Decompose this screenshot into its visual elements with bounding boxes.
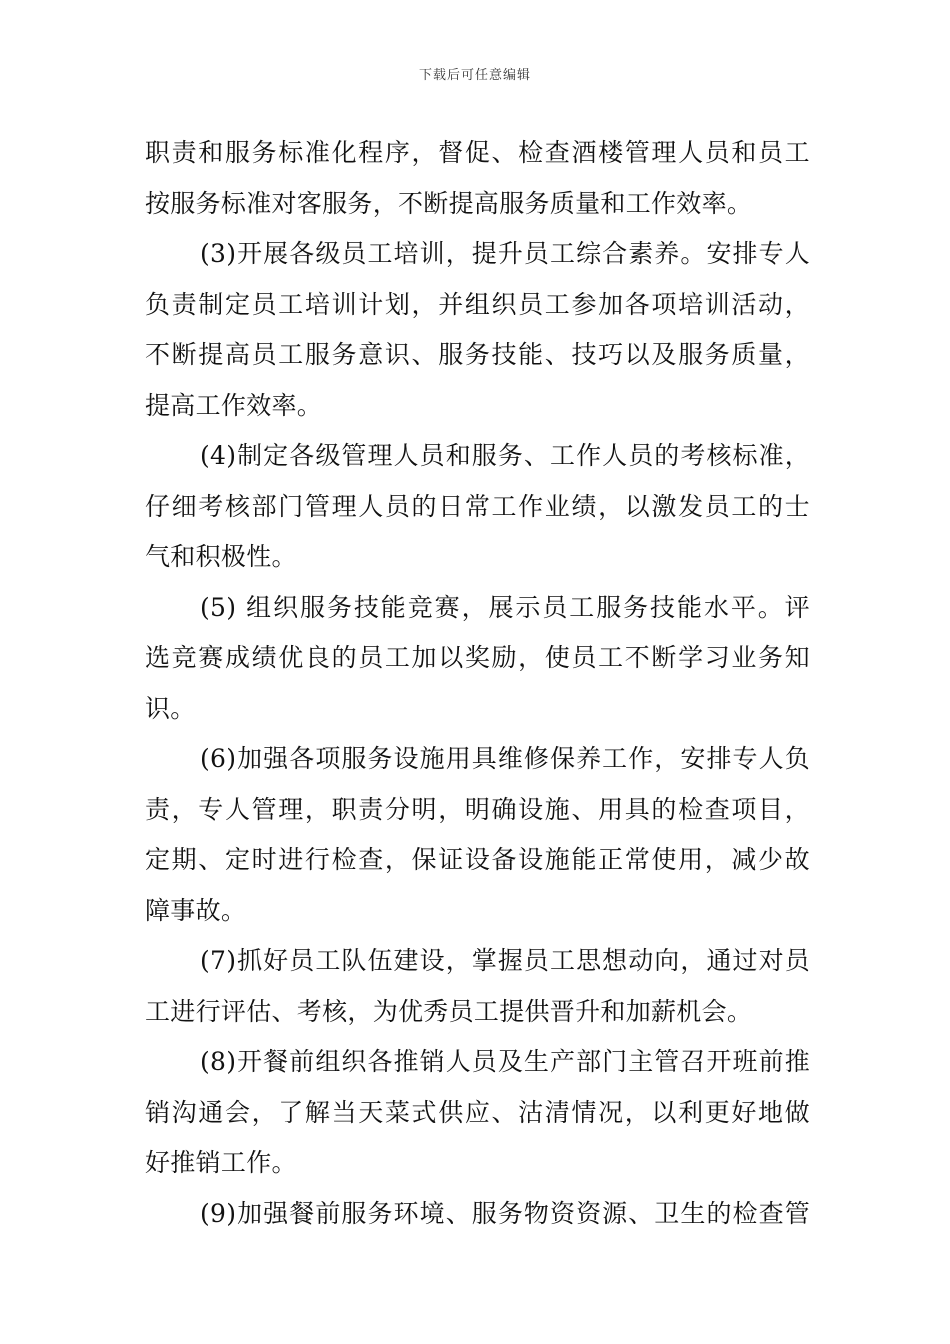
text-line: (6)加强各项服务设施用具维修保养工作，安排专人负	[200, 744, 810, 773]
text-line: 提高工作效率。	[145, 390, 323, 420]
document-body	[145, 128, 810, 1239]
text-line: 不断提高员工服务意识、服务技能、技巧以及服务质量，	[145, 340, 810, 369]
text-line: 负责制定员工培训计划，并组织员工参加各项培训活动，	[145, 289, 810, 319]
text-line: 气和积极性。	[145, 542, 297, 571]
text-line: 识。	[145, 693, 196, 723]
text-line: 销沟通会，了解当天菜式供应、沽清情况，以利更好地做	[145, 1097, 810, 1127]
text-line: (8)开餐前组织各推销人员及生产部门主管召开班前推	[200, 1047, 810, 1076]
text-line: (4)制定各级管理人员和服务、工作人员的考核标准，	[200, 441, 810, 470]
text-line: 责，专人管理，职责分明，明确设施、用具的检查项目，	[145, 794, 810, 824]
text-line: 工进行评估、考核，为优秀员工提供晋升和加薪机会。	[145, 996, 753, 1026]
text-line: (3)开展各级员工培训，提升员工综合素养。安排专人	[200, 239, 810, 268]
text-line: 仔细考核部门管理人员的日常工作业绩，以激发员工的士	[145, 491, 810, 521]
text-line: 好推销工作。	[145, 1148, 297, 1177]
text-line: (9)加强餐前服务环境、服务物资资源、卫生的检查管	[200, 1198, 810, 1228]
text-line: (5) 组织服务技能竞赛，展示员工服务技能水平。评	[200, 592, 810, 622]
text-line: (7)抓好员工队伍建设，掌握员工思想动向，通过对员	[200, 946, 810, 975]
text-line: 选竞赛成绩优良的员工加以奖励，使员工不断学习业务知	[145, 643, 810, 672]
text-line: 定期、定时进行检查，保证设备设施能正常使用，减少故	[145, 845, 810, 874]
text-line: 障事故。	[145, 895, 247, 925]
text-line: 职责和服务标准化程序，督促、检查酒楼管理人员和员工	[145, 138, 810, 167]
text-line: 按服务标准对客服务，不断提高服务质量和工作效率。	[145, 188, 753, 218]
page-header: 下载后可任意编辑	[418, 68, 531, 83]
